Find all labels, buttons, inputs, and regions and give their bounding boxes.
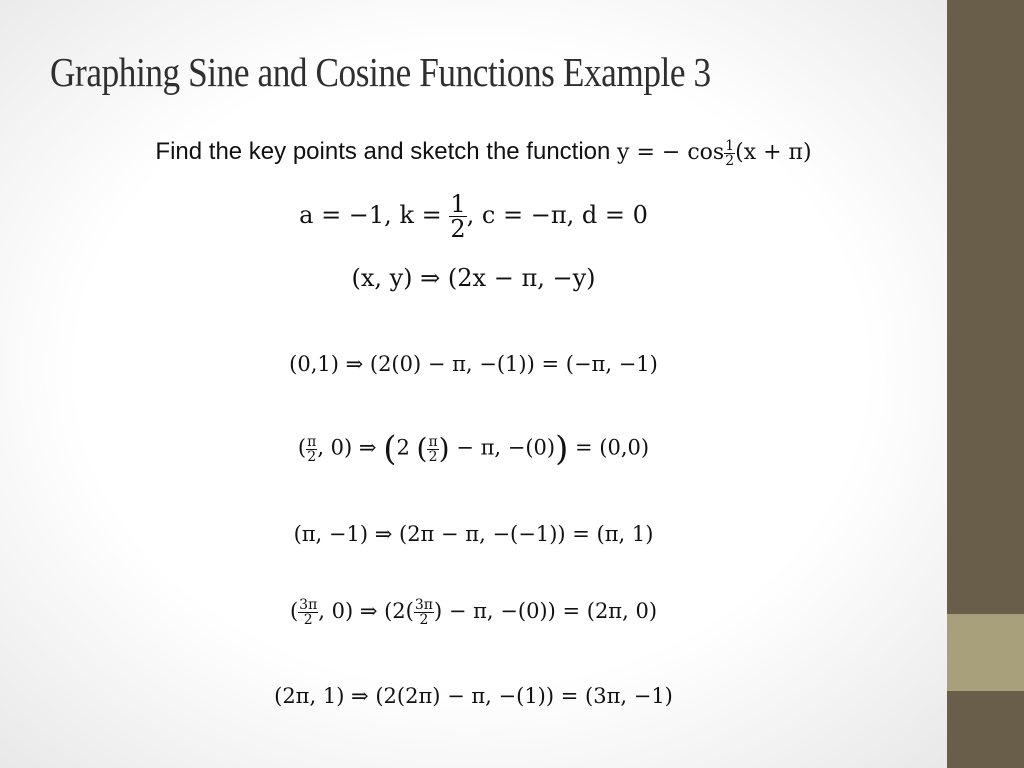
sidebar-accent-block (947, 614, 1024, 691)
point2-inner-num: π (428, 433, 438, 450)
params-frac-num: 1 (450, 190, 466, 218)
function-expression (617, 137, 812, 169)
key-point-2 (0, 429, 947, 469)
function-left: y = − cos (617, 140, 725, 165)
transform-rule: (x, y) ⇒ (2x − π, −y) (351, 264, 596, 292)
point4-open: ( (289, 599, 299, 623)
key-point-1: (0,1) ⇒ (2(0) − π, −(1)) = (−π, −1) (289, 352, 658, 376)
params-frac-den: 2 (450, 215, 466, 243)
point2-inner-open: 2 (396, 435, 410, 460)
key-point-3: (π, −1) ⇒ (2π − π, −(−1)) = (π, 1) (293, 522, 654, 546)
point4-inner-fraction (414, 598, 434, 627)
point2-mid-open-paren: ( (416, 432, 428, 465)
parameters-line (0, 192, 947, 241)
point2-open: ( (297, 435, 307, 460)
point2-mid-close-paren: ) (438, 432, 450, 465)
point4-inner-den: 2 (419, 612, 429, 628)
point2-inner-rest: − π, −(0) (456, 435, 556, 460)
key-point-4 (0, 598, 947, 627)
function-frac-den: 2 (725, 152, 735, 169)
point4-x-den: 2 (303, 612, 313, 628)
prompt-line (20, 138, 947, 168)
point4-mid: , 0) ⇒ (2( (318, 599, 414, 623)
function-frac-num: 1 (725, 137, 735, 154)
point2-result: = (0,0) (575, 435, 650, 460)
point2-x-den: 2 (307, 448, 317, 465)
point2-big-open-paren: ( (383, 429, 397, 469)
function-fraction (724, 139, 735, 168)
key-point-5: (2π, 1) ⇒ (2(2π) − π, −(1)) = (3π, −1) (274, 684, 673, 708)
point2-inner-fraction (427, 435, 438, 464)
point2-inner-den: 2 (428, 448, 438, 465)
point2-mid: , 0) ⇒ (317, 435, 377, 460)
point2-big-close-paren: ) (555, 429, 569, 469)
point4-x-num: 3π (299, 597, 318, 613)
prompt-text: Find the key points and sketch the function (155, 138, 611, 165)
point4-inner-num: 3π (414, 597, 433, 613)
function-right: (x + π) (735, 140, 812, 165)
point4-x-fraction (298, 598, 318, 627)
point4-rest: ) − π, −(0)) = (2π, 0) (433, 599, 658, 623)
params-fraction (449, 192, 466, 241)
params-right: , c = −π, d = 0 (466, 201, 648, 229)
point2-x-num: π (307, 433, 317, 450)
point2-x-fraction (306, 435, 317, 464)
slide-title: Graphing Sine and Cosine Functions Example 3 (50, 49, 711, 95)
params-left: a = −1, k = (299, 201, 442, 229)
